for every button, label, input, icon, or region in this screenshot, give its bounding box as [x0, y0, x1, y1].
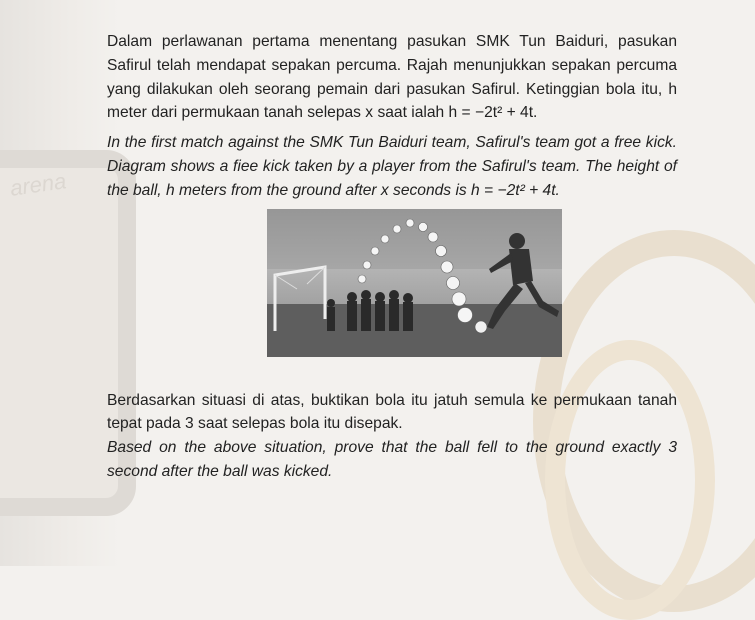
paragraph-english-question: Based on the above situation, prove that the ball fell to the ground exactly 3 second after the ball was kicked. — [107, 439, 677, 480]
question-content — [107, 30, 677, 484]
free-kick-illustration — [267, 209, 562, 357]
figure-area — [107, 203, 677, 375]
paragraph-malay-intro: Dalam perlawanan pertama menentang pasukan SMK Tun Baiduri, pasukan Safirul telah mendapat sepakan percuma. Rajah menunjukkan sepakan percuma yang dilakukan oleh seorang pemain dari pasukan Safirul. Ketinggian bola itu, h meter dari permukaan tanah selepas x saat ialah h = −2t² + 4t. — [107, 33, 677, 122]
paragraph-english-intro: In the first match against the SMK Tun Baiduri team, Safirul's team got a free kick. Diagram shows a fiee kick taken by a player from the Safirul's team. The height of the ball, h meters from the ground after x seconds is h = −2t² + 4t. — [107, 134, 677, 199]
free-kick-photo — [267, 209, 562, 357]
paragraph-malay-question: Berdasarkan situasi di atas, buktikan bola itu jatuh semula ke permukaan tanah tepat pada 3 saat selepas bola itu disepak. — [107, 391, 677, 433]
watermark-text: arena — [8, 168, 68, 201]
